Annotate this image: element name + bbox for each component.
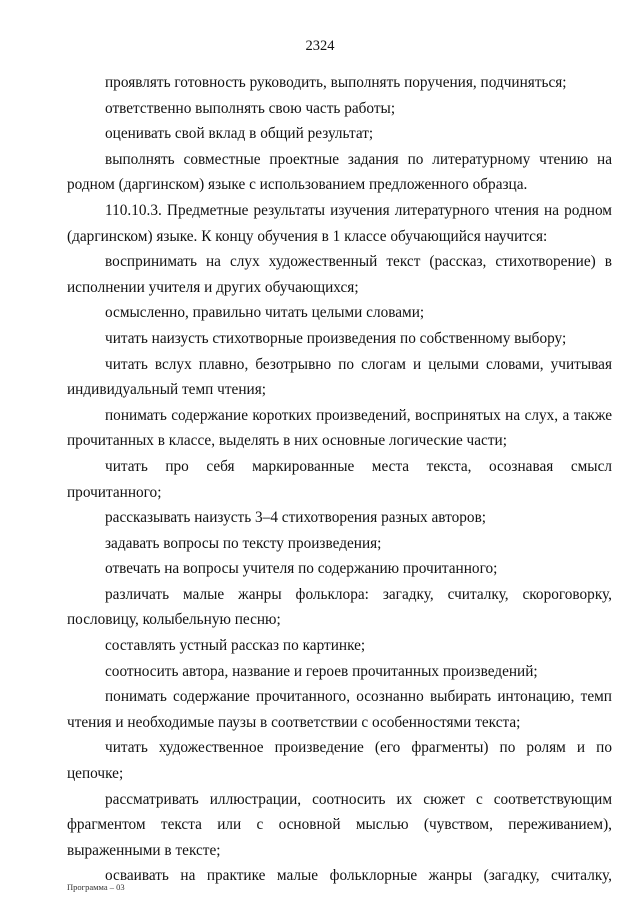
paragraph: читать наизусть стихотворные произведения по собственному выбору; xyxy=(105,329,567,347)
paragraph: осмысленно, правильно читать целыми словами; xyxy=(105,304,425,322)
paragraph-continued: осваивать на практике малые фольклорные жанры (загадку, считалку, xyxy=(105,867,612,885)
page-number: 2324 xyxy=(305,38,335,54)
paragraph: понимать содержание коротких произведений, воспринятых на слух, а также прочитанных в классе, выделять в них основные логические части; xyxy=(67,406,612,450)
paragraph: оценивать свой вклад в общий результат; xyxy=(105,125,374,143)
paragraph: выполнять совместные проектные задания по литературному чтению на родном (даргинском) языке с использованием предложенного образца. xyxy=(67,150,612,194)
paragraph: отвечать на вопросы учителя по содержанию прочитанного; xyxy=(105,560,498,578)
paragraph: составлять устный рассказ по картинке; xyxy=(105,637,366,655)
paragraph: читать художественное произведение (его фрагменты) по ролям и по цепочке; xyxy=(67,739,612,783)
paragraph: соотносить автора, название и героев прочитанных произведений; xyxy=(105,662,538,680)
paragraph: задавать вопросы по тексту произведения; xyxy=(105,534,382,552)
paragraph: понимать содержание прочитанного, осознанно выбирать интонацию, темп чтения и необходимые паузы в соответствии с особенностями текста; xyxy=(67,688,612,731)
paragraph: рассматривать иллюстрации, соотносить их сюжет с соответствующим фрагментом текста или с основной мыслью (чувством, переживанием), выраженными в тексте; xyxy=(67,790,612,859)
paragraph: проявлять готовность руководить, выполнять поручения, подчиняться; xyxy=(105,74,567,91)
page-footer: Программа – 03 xyxy=(67,882,125,892)
paragraph: рассказывать наизусть 3–4 стихотворения разных авторов; xyxy=(105,509,487,527)
paragraph: читать вслух плавно, безотрывно по слогам и целыми словами, учитывая индивидуальный темп чтения; xyxy=(67,355,612,399)
document-body xyxy=(67,70,612,889)
paragraph: ответственно выполнять свою часть работы; xyxy=(105,99,396,117)
section-heading-paragraph: 110.10.3. Предметные результаты изучения литературного чтения на родном (даргинском) языке. К концу обучения в 1 классе обучающийся научится: xyxy=(67,201,612,245)
paragraph: воспринимать на слух художественный текст (рассказ, стихотворение) в исполнении учителя и других обучающихся; xyxy=(67,253,612,296)
paragraph: различать малые жанры фольклора: загадку, считалку, скороговорку, пословицу, колыбельную песню; xyxy=(67,585,612,629)
paragraph: читать про себя маркированные места текста, осознавая смысл прочитанного; xyxy=(67,457,612,501)
